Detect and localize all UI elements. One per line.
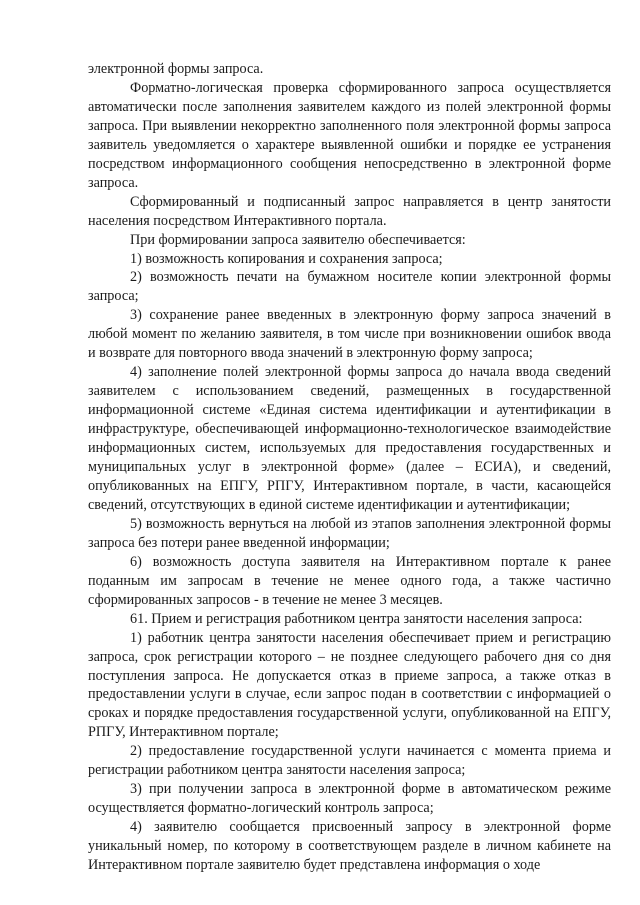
- section-paragraph: 61. Прием и регистрация работником центра занятости населения запроса:: [130, 610, 583, 627]
- paragraph: Сформированный и подписанный запрос направляется в центр занятости населения посредством Интерактивного портала.: [88, 193, 611, 229]
- list-item: 4) заполнение полей электронной формы запроса до начала ввода сведений заявителем с использованием сведений, размещенных в государственной информационной системе «Единая система идентификации и аутентификации в инфраструктуре, обеспечивающей информационно-технологическое взаимодействие информационных систем, используемых для предоставления государственных и муниципальных услуг в электронной форме» (далее – ЕСИА), и сведений, опубликованных на ЕПГУ, РПГУ, Интерактивном портале, в части, касающейся сведений, отсутствующих в единой системе идентификации и аутентификации;: [88, 364, 611, 513]
- list-item: 5) возможность вернуться на любой из этапов заполнения электронной формы запроса без потери ранее введенной информации;: [88, 515, 611, 551]
- document-page: [88, 60, 611, 875]
- paragraph: При формировании запроса заявителю обеспечивается:: [130, 231, 466, 248]
- list-item: 4) заявителю сообщается присвоенный запросу в электронной форме уникальный номер, по которому в соответствующем разделе в личном кабинете на Интерактивном портале заявителю будет представлена информация о ходе: [88, 819, 611, 874]
- list-item: 3) при получении запроса в электронной форме в автоматическом режиме осуществляется форматно-логический контроль запроса;: [88, 781, 611, 817]
- paragraph: электронной формы запроса.: [88, 61, 264, 77]
- list-item: 1) работник центра занятости населения обеспечивает прием и регистрацию запроса, срок регистрации которого – не позднее следующего рабочего дня со дня поступления запроса. Не допускается отказ в приеме запроса, а также отказ в предоставлении услуги в случае, если запрос подан в соответствии с информацией о сроках и порядке предоставления государственной услуги, опубликованной на ЕПГУ, РПГУ, Интерактивном портале;: [88, 629, 611, 741]
- list-item: 2) предоставление государственной услуги начинается с момента приема и регистрации работником центра занятости населения запроса;: [88, 743, 611, 779]
- list-item: 3) сохранение ранее введенных в электронную форму запроса значений в любой момент по желанию заявителя, в том числе при возникновении ошибок ввода и возврате для повторного ввода значений в электронную форму запроса;: [88, 307, 611, 362]
- list-item: 6) возможность доступа заявителя на Интерактивном портале к ранее поданным им запросам в течение не менее одного года, а также частично сформированных запросов - в течение не менее 3 месяцев.: [88, 553, 611, 608]
- list-item: 2) возможность печати на бумажном носителе копии электронной формы запроса;: [88, 269, 611, 305]
- paragraph: Форматно-логическая проверка сформированного запроса осуществляется автоматически после заполнения заявителем каждого из полей электронной формы запроса. При выявлении некорректно заполненного поля электронной формы запроса заявитель уведомляется о характере выявленной ошибки и порядке ее устранения посредством информационного сообщения непосредственно в электронной форме запроса.: [88, 79, 611, 191]
- list-item: 1) возможность копирования и сохранения запроса;: [130, 250, 443, 267]
